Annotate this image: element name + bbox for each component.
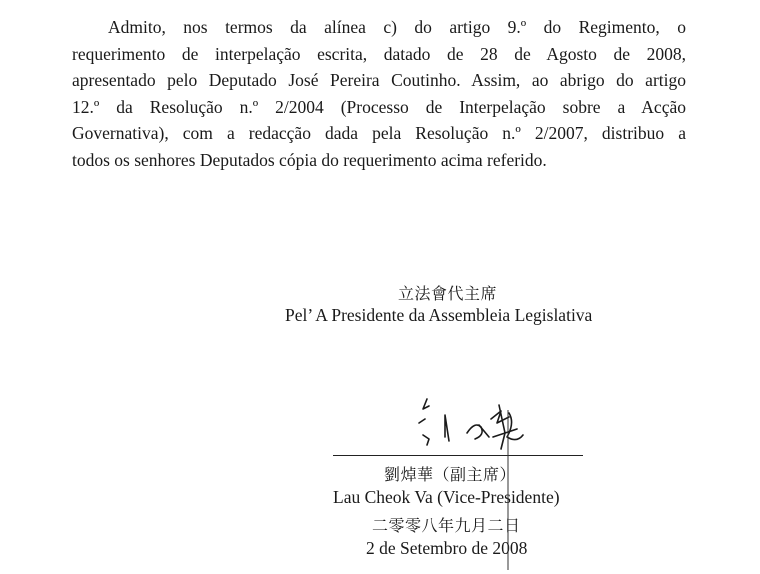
paragraph-line: Admito, nos termos da alínea c) do artigo 9.º do Regimento, o xyxy=(108,17,686,37)
issuer-portuguese-title: Pel’ A Presidente da Assembleia Legislativa xyxy=(285,305,593,325)
paragraph-line: 12.º da Resolução n.º 2/2004 (Processo de Interpelação sobre a Acção xyxy=(72,96,686,117)
body-paragraph xyxy=(72,14,686,174)
handwritten-signature xyxy=(405,393,535,463)
signature-line xyxy=(333,455,583,456)
date-chinese: 二零零八年九月二日 xyxy=(372,516,521,535)
signature-stroke-mark xyxy=(505,410,511,570)
paragraph-line: Governativa), com a redacção dada pela Resolução n.º 2/2007, distribuo a xyxy=(72,123,686,144)
signatory-name: Lau Cheok Va (Vice-Presidente) xyxy=(333,487,560,507)
signatory-chinese-name: 劉焯華（副主席） xyxy=(384,465,517,484)
paragraph-line: todos os senhores Deputados cópia do requerimento acima referido. xyxy=(72,149,547,170)
paragraph-line: apresentado pelo Deputado José Pereira Coutinho. Assim, ao abrigo do artigo xyxy=(72,70,686,91)
date-portuguese: 2 de Setembro de 2008 xyxy=(366,538,528,558)
paragraph-line: requerimento de interpelação escrita, datado de 28 de Agosto de 2008, xyxy=(72,43,686,64)
issuer-chinese-title: 立法會代主席 xyxy=(398,284,498,303)
